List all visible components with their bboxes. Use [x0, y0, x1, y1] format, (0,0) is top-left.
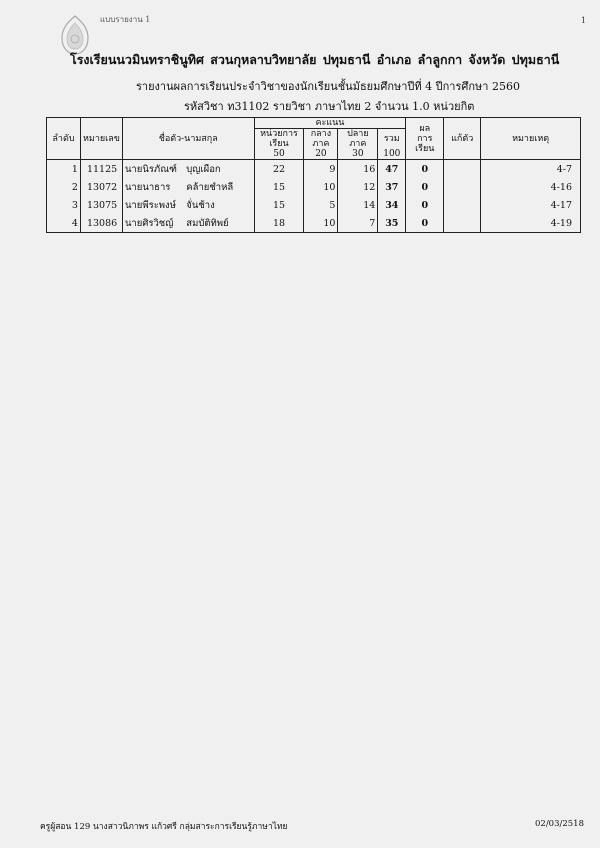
cell-unit-score: 18 — [254, 214, 304, 233]
header-total: รวม — [378, 129, 406, 150]
report-title: รายงานผลการเรียนประจำวิชาของนักเรียนชั้นมัธยมศึกษาปีที่ 4 ปีการศึกษา 2560 — [136, 80, 520, 93]
cell-remark: 4-16 — [481, 178, 581, 196]
header-midterm: กลางภาค — [304, 129, 338, 150]
cell-result: 0 — [406, 214, 444, 233]
cell-first-name: นายศิรวิชญ์ — [122, 214, 184, 233]
header-remark: หมายเหตุ — [481, 118, 581, 160]
header-total-max: 100 — [378, 149, 406, 160]
cell-student-id: 13086 — [80, 214, 122, 233]
cell-total: 34 — [378, 196, 406, 214]
cell-result: 0 — [406, 160, 444, 179]
header-unit-max: 50 — [254, 149, 304, 160]
cell-final: 7 — [338, 214, 378, 233]
cell-total: 35 — [378, 214, 406, 233]
cell-midterm: 5 — [304, 196, 338, 214]
table-row — [47, 214, 581, 233]
cell-total: 37 — [378, 178, 406, 196]
table-row — [47, 178, 581, 196]
header-unit-score: หน่วยการเรียน — [254, 129, 304, 150]
header-student-id: หมายเลข — [80, 118, 122, 160]
table-row — [47, 160, 581, 179]
cell-correction — [444, 196, 481, 214]
cell-remark: 4-17 — [481, 196, 581, 214]
school-title: โรงเรียนนวมินทราชินูทิศ สวนกุหลาบวิทยาลัย ปทุมธานี อำเภอ ลำลูกกา จังหวัด ปทุมธานี — [70, 52, 560, 67]
table-header-row — [47, 118, 581, 129]
cell-final: 12 — [338, 178, 378, 196]
header-result-line1: ผล — [419, 123, 431, 134]
header-final-max: 30 — [338, 149, 378, 160]
header-result-line2: การเรียน — [415, 133, 435, 154]
cell-midterm: 9 — [304, 160, 338, 179]
cell-student-id: 13072 — [80, 178, 122, 196]
header-index: ลำดับ — [47, 118, 81, 160]
cell-correction — [444, 160, 481, 179]
cell-index: 3 — [47, 196, 81, 214]
teacher-footer: ครูผู้สอน 129 นางสาวนิภาพร แก้วศรี กลุ่มสาระการเรียนรู้ภาษาไทย — [40, 822, 288, 832]
form-label: แบบรายงาน 1 — [100, 15, 151, 24]
header-final: ปลายภาค — [338, 129, 378, 150]
cell-remark: 4-19 — [481, 214, 581, 233]
table-row — [47, 196, 581, 214]
cell-first-name: นายพีระพงษ์ — [122, 196, 184, 214]
cell-last-name: บุญเผือก — [184, 160, 254, 179]
header-scores-group: คะแนน — [254, 118, 406, 129]
cell-total: 47 — [378, 160, 406, 179]
header-result — [406, 118, 444, 160]
cell-unit-score: 15 — [254, 178, 304, 196]
cell-result: 0 — [406, 196, 444, 214]
cell-result: 0 — [406, 178, 444, 196]
cell-remark: 4-7 — [481, 160, 581, 179]
header-correction: แก้ตัว — [444, 118, 481, 160]
cell-unit-score: 22 — [254, 160, 304, 179]
cell-index: 4 — [47, 214, 81, 233]
cell-last-name: สมบัติทิพย์ — [184, 214, 254, 233]
cell-index: 1 — [47, 160, 81, 179]
subject-title: รหัสวิชา ท31102 รายวิชา ภาษาไทย 2 จำนวน 1.0 หน่วยกิต — [184, 100, 475, 113]
cell-first-name: นายนิรภัณฑ์ — [122, 160, 184, 179]
header-midterm-max: 20 — [304, 149, 338, 160]
cell-index: 2 — [47, 178, 81, 196]
cell-unit-score: 15 — [254, 196, 304, 214]
cell-last-name: คล้ายชำหลี — [184, 178, 254, 196]
header-name: ชื่อตัว-นามสกุล — [122, 118, 254, 160]
footer-date: 02/03/2518 — [535, 819, 584, 829]
cell-final: 16 — [338, 160, 378, 179]
cell-final: 14 — [338, 196, 378, 214]
cell-first-name: นายนาธาร — [122, 178, 184, 196]
cell-student-id: 11125 — [80, 160, 122, 179]
cell-correction — [444, 178, 481, 196]
cell-student-id: 13075 — [80, 196, 122, 214]
cell-last-name: จั่นช้าง — [184, 196, 254, 214]
grades-table — [46, 117, 581, 233]
cell-midterm: 10 — [304, 178, 338, 196]
cell-correction — [444, 214, 481, 233]
page-number: 1 — [580, 16, 586, 25]
cell-midterm: 10 — [304, 214, 338, 233]
